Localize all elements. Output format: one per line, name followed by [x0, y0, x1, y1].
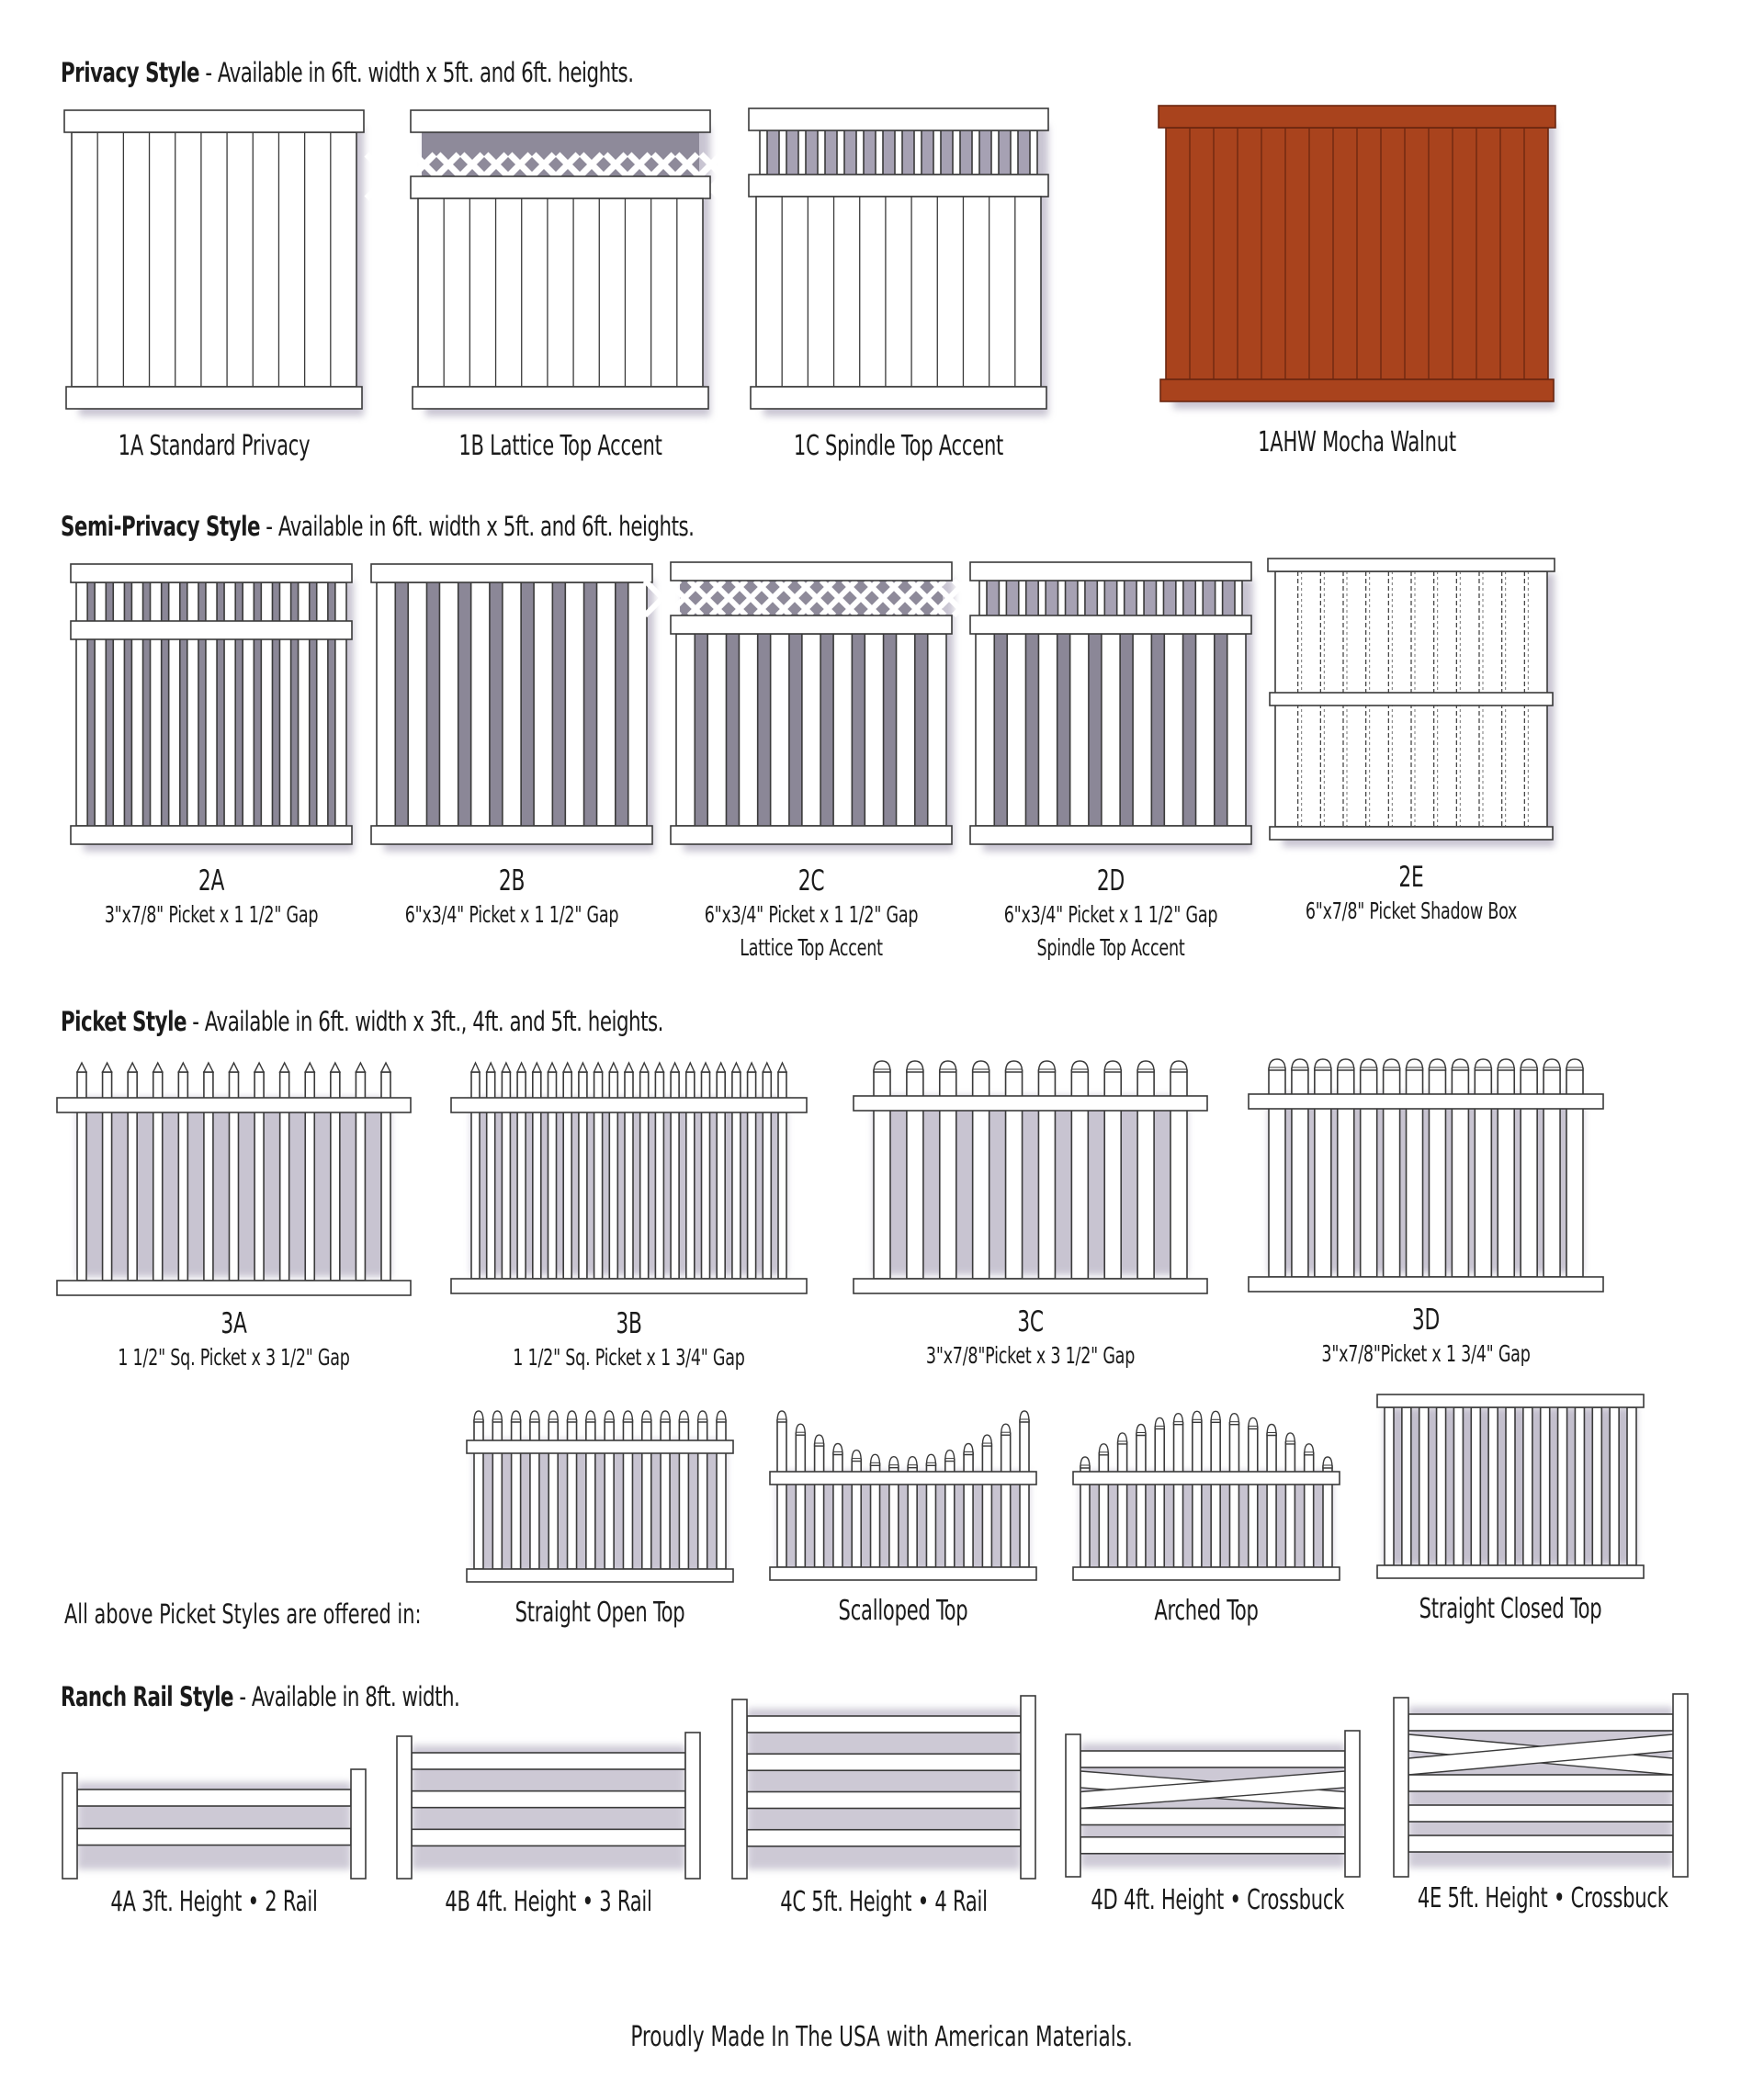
caption-3a-code: 3A: [220, 1307, 247, 1340]
caption-4a: 4A 3ft. Height • 2 Rail: [110, 1886, 318, 1918]
picket-section-heading: [61, 1006, 663, 1037]
caption-2d-desc: 6"x3/4" Picket x 1 1/2" Gap: [1003, 901, 1218, 928]
caption-2d-code: 2D: [1096, 864, 1125, 898]
fence-1b-illustration: [411, 110, 710, 409]
caption-2b-desc: 6"x3/4" Picket x 1 1/2" Gap: [404, 901, 619, 928]
caption-2d-desc2: Spindle Top Accent: [1036, 934, 1185, 961]
fence-2b-illustration: [371, 564, 652, 844]
fence-2e-illustration: [1268, 559, 1555, 840]
fence-3b-illustration: [451, 1061, 807, 1293]
caption-3d-code: 3D: [1411, 1304, 1441, 1337]
fence-1ahw-illustration: [1159, 106, 1555, 401]
caption-1c: 1C Spindle Top Accent: [793, 430, 1004, 462]
caption-2c-desc2: Lattice Top Accent: [740, 934, 883, 961]
picket-section-title: Picket Style: [61, 1006, 187, 1037]
fence-1c-illustration: [749, 108, 1048, 409]
caption-2a-desc: 3"x7/8" Picket x 1 1/2" Gap: [104, 901, 319, 928]
caption-2e-desc: 6"x7/8" Picket Shadow Box: [1305, 898, 1518, 924]
caption-1a: 1A Standard Privacy: [118, 430, 311, 462]
ranch-section-heading: [61, 1681, 459, 1712]
ranch-section-title: Ranch Rail Style: [61, 1681, 234, 1712]
fence-4d-illustration: [1066, 1734, 1360, 1877]
fence-1a-illustration: [64, 110, 364, 409]
caption-straight-open-top: Straight Open Top: [514, 1597, 685, 1629]
caption-4e: 4E 5ft. Height • Crossbuck: [1417, 1882, 1668, 1914]
caption-3b: [491, 1306, 768, 1374]
caption-scalloped-top: Scalloped Top: [838, 1595, 968, 1627]
caption-1ahw: 1AHW Mocha Walnut: [1258, 426, 1456, 458]
privacy-section-heading: [61, 57, 634, 88]
caption-3c-desc: 3"x7/8"Picket x 3 1/2" Gap: [925, 1342, 1136, 1369]
footer-made-in-usa: [0, 2021, 1764, 2053]
fence-3c-illustration: [854, 1059, 1207, 1293]
caption-4c: 4C 5ft. Height • 4 Rail: [780, 1886, 988, 1918]
semi-privacy-section-title: Semi-Privacy Style: [61, 511, 261, 542]
picket-top-straight-open-illustration: [467, 1407, 733, 1582]
fence-4c-illustration: [732, 1699, 1035, 1879]
privacy-section-subtitle: - Available in 6ft. width x 5ft. and 6ft. heights.: [199, 57, 634, 88]
caption-4d: 4D 4ft. Height • Crossbuck: [1091, 1884, 1345, 1916]
fence-2d-illustration: [970, 562, 1251, 844]
caption-2c: [702, 864, 922, 965]
caption-3a: [96, 1306, 371, 1374]
caption-2e: [1299, 860, 1522, 928]
caption-2c-code: 2C: [797, 864, 825, 898]
semi-privacy-section-subtitle: - Available in 6ft. width x 5ft. and 6ft. heights.: [260, 511, 695, 542]
picket-top-scalloped-illustration: [770, 1407, 1036, 1580]
caption-3c: [892, 1304, 1168, 1372]
caption-3c-code: 3C: [1017, 1305, 1044, 1338]
caption-2b: [402, 864, 622, 931]
caption-2d: [1001, 864, 1221, 965]
caption-2a-code: 2A: [198, 864, 225, 898]
caption-2e-code: 2E: [1398, 861, 1424, 894]
caption-3d-desc: 3"x7/8"Picket x 1 3/4" Gap: [1321, 1340, 1531, 1367]
caption-3a-desc: 1 1/2" Sq. Picket x 3 1/2" Gap: [118, 1344, 350, 1371]
footer-text: Proudly Made In The USA with American Materials.: [630, 2021, 1134, 2053]
semi-privacy-section-heading: [61, 511, 694, 542]
caption-2a: [102, 864, 322, 931]
ranch-section-subtitle: - Available in 8ft. width.: [233, 1681, 460, 1712]
caption-straight-closed-top: Straight Closed Top: [1419, 1593, 1602, 1625]
caption-arched-top: Arched Top: [1154, 1595, 1259, 1627]
fence-4b-illustration: [397, 1736, 700, 1879]
caption-1b: 1B Lattice Top Accent: [458, 430, 662, 462]
picket-top-arched-illustration: [1073, 1407, 1340, 1580]
caption-3d: [1287, 1303, 1564, 1371]
caption-2c-desc: 6"x3/4" Picket x 1 1/2" Gap: [704, 901, 919, 928]
picket-section-subtitle: - Available in 6ft. width x 3ft., 4ft. and 5ft. heights.: [186, 1006, 663, 1037]
picket-top-straight-closed-illustration: [1377, 1394, 1644, 1578]
picket-tops-intro: All above Picket Styles are offered in:: [64, 1598, 422, 1630]
caption-2b-code: 2B: [498, 864, 526, 898]
caption-3b-desc: 1 1/2" Sq. Picket x 1 3/4" Gap: [513, 1344, 745, 1371]
fence-2a-illustration: [71, 564, 352, 844]
fence-4a-illustration: [62, 1773, 366, 1879]
fence-3a-illustration: [57, 1061, 411, 1295]
privacy-section-title: Privacy Style: [61, 57, 200, 88]
caption-4b: 4B 4ft. Height • 3 Rail: [445, 1886, 652, 1918]
fence-4e-illustration: [1394, 1698, 1688, 1877]
caption-3b-code: 3B: [616, 1307, 642, 1340]
fence-2c-illustration: [671, 562, 952, 844]
fence-3d-illustration: [1249, 1057, 1603, 1292]
